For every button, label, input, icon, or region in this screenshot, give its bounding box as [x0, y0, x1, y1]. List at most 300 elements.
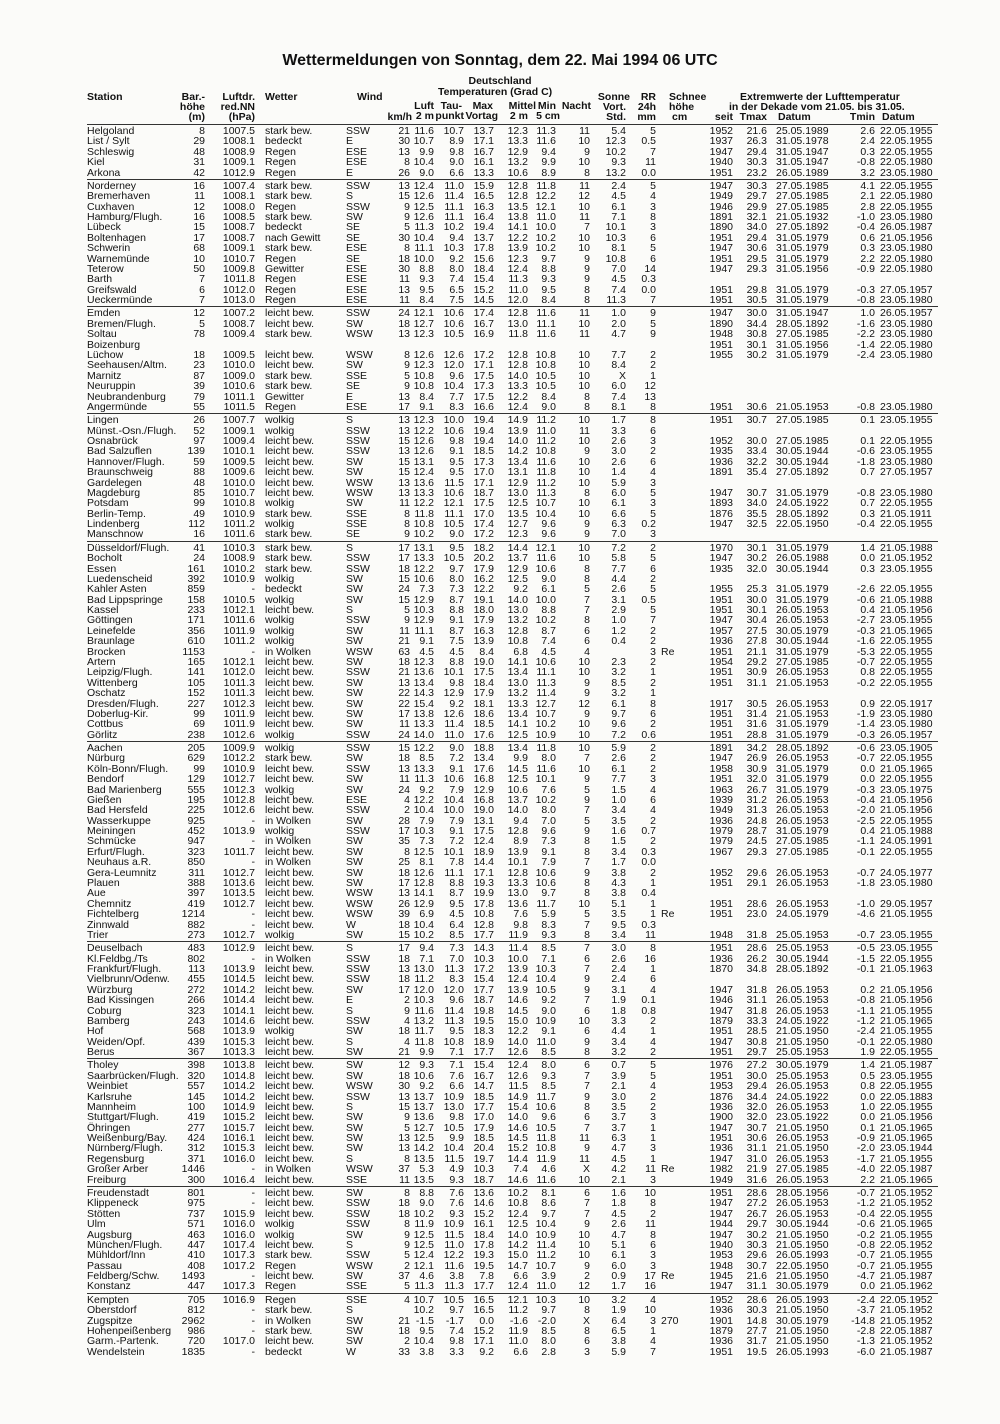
table-cell: 1008.7: [222, 317, 255, 330]
table-cell: 12.1: [413, 307, 434, 320]
table-row: [0, 605, 1000, 615]
table-cell: 18: [398, 752, 410, 765]
table-cell: 21.05.1988: [880, 825, 933, 838]
table-cell: 1947: [709, 1152, 733, 1165]
col-pressure-3: (hPa): [228, 111, 255, 123]
table-row: [0, 1092, 1000, 1102]
table-cell: WSW: [346, 348, 373, 361]
table-cell: 2: [650, 1090, 656, 1103]
table-cell: 311: [188, 866, 205, 879]
table-cell: leicht bew.: [265, 1187, 315, 1199]
table-cell: 17.5: [473, 369, 494, 382]
table-cell: 2.0: [611, 317, 626, 330]
table-cell: 10.5: [535, 369, 556, 382]
table-cell: 6: [650, 707, 656, 720]
table-cell: 4: [404, 1014, 410, 1027]
table-cell: -1.4: [856, 338, 875, 351]
table-cell: 16: [644, 1280, 656, 1293]
table-cell: 3.2: [611, 687, 626, 700]
table-cell: Nürnberg/Flugh.: [87, 1142, 163, 1155]
table-cell: Feldberg/Schw.: [87, 1270, 160, 1283]
table-cell: 30.05.1944: [776, 455, 829, 468]
table-cell: 10: [578, 541, 590, 554]
table-cell: leicht bew.: [265, 1335, 315, 1348]
table-cell: 10.9: [535, 1228, 556, 1241]
table-cell: 11.3: [444, 1280, 464, 1293]
table-cell: 13.0: [413, 963, 434, 976]
table-cell: 1947: [709, 262, 733, 275]
table-cell: 31.05.1956: [776, 262, 829, 275]
table-cell: 30.05.1944: [776, 952, 829, 965]
table-cell: 21.05.1965: [880, 1173, 933, 1186]
table-cell: 5: [650, 317, 656, 330]
table-cell: 3: [650, 1259, 656, 1272]
table-cell: 9: [404, 359, 410, 372]
table-cell: 1015.2: [222, 1111, 255, 1124]
table-cell: S: [346, 1035, 354, 1048]
table-cell: 10.8: [443, 1035, 464, 1048]
table-cell: 12: [644, 380, 656, 393]
table-cell: 10.3: [473, 952, 494, 965]
table-cell: leicht bew.: [265, 1080, 315, 1093]
table-cell: 26: [398, 897, 410, 910]
table-cell: 12: [578, 1280, 590, 1293]
table-cell: leicht bew.: [265, 348, 315, 361]
table-cell: 25.05.1953: [776, 1069, 829, 1082]
table-cell: Großer Arber: [87, 1163, 149, 1176]
table-cell: 12.2: [443, 1249, 464, 1262]
table-cell: 11.7: [536, 1090, 556, 1103]
table-cell: bedeckt: [265, 221, 302, 234]
table-cell: 15.2: [473, 1207, 494, 1220]
table-cell: 30.6: [746, 242, 767, 255]
table-cell: SW: [346, 359, 363, 372]
table-cell: 1951: [709, 252, 733, 265]
table-cell: 388: [187, 876, 205, 889]
col-since: seit: [714, 111, 733, 123]
table-cell: 367: [187, 1046, 205, 1059]
table-cell: 23: [193, 359, 205, 372]
table-cell: 12.2: [413, 424, 434, 437]
table-cell: 17.6: [473, 728, 494, 741]
col-max-1: Max: [472, 100, 493, 112]
table-cell: 300: [187, 1173, 205, 1186]
table-cell: SW: [346, 1111, 363, 1124]
table-cell: 8: [584, 1304, 590, 1317]
table-cell: 21.6: [746, 125, 767, 137]
table-cell: 1893: [709, 497, 733, 510]
table-cell: 1214: [181, 908, 205, 921]
table-cell: Magdeburg: [87, 486, 141, 499]
table-cell: 16.1: [473, 1218, 494, 1231]
table-cell: 0.1: [860, 414, 875, 427]
table-cell: 0.6: [860, 231, 875, 244]
table-cell: SSW: [346, 1197, 370, 1210]
table-row: [0, 743, 1000, 753]
table-cell: 1982: [709, 1163, 733, 1176]
table-cell: Re: [661, 1270, 675, 1283]
table-cell: 10: [578, 897, 590, 910]
table-cell: 4.4: [611, 572, 626, 585]
table-cell: 10: [578, 380, 590, 393]
table-cell: SW: [346, 866, 363, 879]
table-cell: 7.6: [541, 783, 556, 796]
table-cell: 10: [578, 507, 590, 520]
table-cell: 9.6: [541, 528, 556, 541]
table-row: [0, 920, 1000, 930]
table-cell: 0.8: [860, 666, 875, 679]
table-cell: 13.3: [413, 486, 434, 499]
table-cell: 30.3: [746, 1238, 767, 1251]
table-cell: 0.5: [641, 593, 656, 606]
table-cell: 8: [584, 1100, 590, 1113]
table-cell: 9: [404, 200, 410, 213]
table-cell: 8.3: [449, 973, 464, 986]
table-cell: leicht bew.: [265, 687, 315, 700]
table-cell: 30: [398, 231, 410, 244]
table-cell: 3: [650, 528, 656, 541]
table-cell: 1890: [709, 317, 733, 330]
table-cell: 22.05.1955: [880, 1100, 933, 1113]
table-cell: 1007.2: [222, 307, 255, 320]
table-cell: Regen: [265, 166, 296, 179]
table-cell: Neuhaus a.R.: [87, 856, 152, 869]
table-cell: wolkig: [265, 614, 295, 627]
table-cell: Augsburg: [87, 1228, 132, 1241]
table-cell: 16.3: [473, 624, 494, 637]
table-cell: Bad Marienberg: [87, 783, 162, 796]
table-cell: SSW: [346, 666, 370, 679]
table-cell: 6.6: [449, 166, 464, 179]
table-cell: 1009.6: [222, 466, 255, 479]
table-cell: 9.3: [541, 1069, 556, 1082]
table-cell: 10.6: [535, 562, 556, 575]
table-cell: 6.6: [611, 507, 626, 520]
table-cell: 18: [398, 1324, 410, 1337]
table-cell: 78: [193, 328, 205, 341]
table-cell: Trier: [87, 928, 109, 941]
table-cell: 17.7: [473, 928, 494, 941]
table-cell: 11.9: [508, 928, 528, 941]
table-row: [0, 233, 1000, 243]
table-cell: 30.05.1944: [776, 562, 829, 575]
table-cell: 10.4: [535, 1218, 556, 1231]
table-cell: 21.05.1950: [776, 1335, 829, 1348]
table-cell: 424: [187, 1132, 205, 1145]
table-cell: 23.05.1955: [880, 445, 933, 458]
table-cell: 26.05.1953: [776, 983, 829, 996]
table-row: [0, 615, 1000, 625]
table-cell: 9: [584, 1035, 590, 1048]
table-cell: 24: [398, 583, 410, 596]
table-cell: -0.3: [856, 624, 875, 637]
table-cell: 1949: [709, 804, 733, 817]
table-cell: 17.1: [473, 476, 494, 489]
table-cell: 3.4: [611, 1035, 626, 1048]
table-cell: 11: [399, 1173, 410, 1186]
table-cell: Neubrandenburg: [87, 390, 166, 403]
table-cell: 9: [584, 973, 590, 986]
table-cell: 1951: [709, 897, 733, 910]
table-cell: 12.7: [413, 317, 434, 330]
table-cell: 12.2: [507, 231, 528, 244]
table-cell: Warnemünde: [87, 252, 150, 265]
table-cell: 9.8: [449, 676, 464, 689]
table-cell: 9: [584, 1218, 590, 1231]
table-cell: 9.9: [513, 752, 528, 765]
table-cell: 15.2: [473, 1324, 494, 1337]
table-cell: 1.6: [611, 1187, 626, 1199]
table-cell: 12.9: [507, 562, 528, 575]
table-cell: 10.7: [413, 1293, 434, 1306]
table-cell: 21.05.1962: [880, 1280, 933, 1293]
table-cell: 9.7: [611, 707, 626, 720]
table-cell: 29.9: [746, 200, 767, 213]
table-cell: 27.5: [746, 624, 767, 637]
table-cell: 12.2: [507, 390, 528, 403]
table-cell: 18: [398, 952, 410, 965]
table-cell: 12: [578, 697, 590, 710]
table-cell: 11.8: [536, 466, 556, 479]
table-cell: -0.4: [856, 1207, 875, 1220]
table-cell: 1011.9: [223, 624, 255, 637]
table-cell: 32.5: [746, 518, 767, 531]
table-cell: -1.1: [856, 835, 875, 848]
col-extremes-1: Extremwerte der Lufttemperatur: [740, 91, 900, 103]
table-cell: leicht bew.: [265, 435, 315, 448]
table-cell: 12.0: [443, 983, 464, 996]
table-cell: 21.05.1952: [880, 1335, 933, 1348]
table-cell: 10.6: [507, 166, 528, 179]
table-cell: 17.7: [473, 983, 494, 996]
table-cell: 6.1: [541, 583, 556, 596]
table-cell: 5: [404, 1280, 410, 1293]
table-cell: Chemnitz: [87, 897, 132, 910]
table-cell: 11: [579, 328, 590, 341]
table-cell: 1.9: [860, 1046, 875, 1059]
table-cell: 8: [584, 166, 590, 179]
table-cell: leicht bew.: [265, 604, 315, 617]
table-cell: Hof: [87, 1025, 104, 1038]
table-cell: 17: [398, 825, 410, 838]
table-cell: Lübeck: [87, 221, 121, 234]
table-cell: 21: [398, 1046, 410, 1059]
table-cell: 7.1: [541, 952, 556, 965]
table-cell: 21.05.1965: [880, 624, 933, 637]
table-cell: Lingen: [87, 414, 119, 427]
table-cell: 225: [187, 804, 205, 817]
table-cell: 1012.7: [222, 866, 255, 879]
table-cell: 1879: [709, 1324, 733, 1337]
table-cell: Greifswald: [87, 283, 137, 296]
table-cell: -0.8: [856, 156, 875, 169]
table-cell: 227: [187, 697, 205, 710]
table-cell: 22.05.1952: [880, 1238, 933, 1251]
table-cell: Regen: [265, 145, 296, 158]
table-cell: 10.5: [443, 1121, 464, 1134]
table-cell: 1011.3: [223, 687, 255, 700]
table-cell: 10.1: [443, 666, 464, 679]
table-cell: 1935: [709, 562, 733, 575]
table-cell: 10.0: [535, 593, 556, 606]
table-cell: SW: [346, 593, 363, 606]
table-cell: 13.3: [507, 380, 528, 393]
table-cell: 17.7: [473, 1280, 494, 1293]
table-cell: 113: [188, 963, 205, 976]
table-cell: 1.8: [611, 1004, 626, 1017]
table-cell: 7: [199, 273, 205, 286]
table-cell: 14.4: [473, 856, 494, 869]
table-cell: 11.6: [444, 1259, 464, 1272]
table-cell: 1009.1: [222, 242, 255, 255]
table-cell: stark bew.: [265, 125, 313, 137]
table-cell: 8.7: [541, 624, 556, 637]
table-cell: SSW: [346, 952, 370, 965]
table-row: [0, 319, 1000, 329]
table-cell: 7: [584, 1080, 590, 1093]
table-cell: 5: [584, 783, 590, 796]
table-cell: 6.9: [419, 908, 434, 921]
table-cell: 9.3: [541, 928, 556, 941]
table-cell: 419: [187, 1111, 205, 1124]
table-cell: nach Gewitt: [265, 231, 321, 244]
table-cell: 11.4: [536, 1238, 556, 1251]
table-cell: 16.5: [473, 1293, 494, 1306]
table-cell: 15: [398, 435, 410, 448]
table-cell: 11.6: [536, 307, 556, 320]
table-cell: 1.8: [611, 1197, 626, 1210]
table-cell: 3.2: [611, 1046, 626, 1059]
table-cell: 1979: [709, 825, 733, 838]
table-cell: in Wolken: [265, 835, 311, 848]
table-cell: 31.05.1979: [776, 825, 829, 838]
table-cell: 1014.2: [222, 1080, 255, 1093]
table-cell: 0.4: [641, 887, 656, 900]
table-cell: -0.7: [856, 1259, 875, 1272]
table-cell: 10: [644, 1304, 656, 1317]
table-cell: 11.6: [536, 552, 556, 565]
table-cell: 30.8: [746, 1035, 767, 1048]
table-cell: 10.2: [535, 231, 556, 244]
table-cell: -1.0: [856, 211, 875, 224]
table-cell: 11.7: [414, 1025, 434, 1038]
table-cell: 15.2: [473, 283, 494, 296]
table-cell: Erfurt/Flugh.: [87, 845, 145, 858]
table-cell: Arkona: [87, 166, 121, 179]
table-row: [0, 360, 1000, 370]
table-cell: 12.2: [413, 562, 434, 575]
table-cell: 0.7: [641, 825, 656, 838]
table-cell: 6.1: [611, 497, 626, 510]
table-cell: 7.0: [611, 262, 626, 275]
table-cell: 5.1: [611, 897, 626, 910]
table-cell: SSW: [346, 963, 370, 976]
table-cell: SW: [346, 697, 363, 710]
table-cell: 13: [398, 390, 410, 403]
table-cell: -1.6: [509, 1314, 528, 1327]
table-cell: -2.0: [856, 804, 875, 817]
table-cell: 1947: [709, 1197, 733, 1210]
table-cell: Weißenburg/Bay.: [87, 1132, 168, 1145]
table-cell: 1947: [709, 1035, 733, 1048]
table-row: [0, 699, 1000, 709]
table-cell: WSW: [346, 1080, 373, 1093]
table-cell: 1947: [709, 1228, 733, 1241]
table-cell: 10: [578, 317, 590, 330]
table-cell: 1951: [709, 773, 733, 786]
table-cell: 13.5: [507, 200, 528, 213]
table-cell: 4: [650, 804, 656, 817]
table-cell: 14.0: [507, 369, 528, 382]
table-cell: 29: [193, 135, 205, 148]
table-cell: Boizenburg: [87, 338, 141, 351]
table-cell: 1951: [709, 294, 733, 307]
table-cell: 3: [650, 1314, 656, 1327]
table-cell: 10.4: [535, 973, 556, 986]
table-cell: 13: [398, 414, 410, 427]
table-cell: E: [346, 135, 354, 148]
table-cell: leicht bew.: [265, 666, 315, 679]
table-cell: 8.0: [449, 262, 464, 275]
table-cell: 8: [650, 1197, 656, 1210]
table-cell: 10: [578, 1249, 590, 1262]
table-cell: leicht bew.: [265, 317, 315, 330]
table-cell: 22.05.1887: [880, 1324, 933, 1337]
table-cell: 9: [404, 614, 410, 627]
table-cell: 29.7: [746, 1218, 767, 1231]
table-cell: 4.5: [611, 273, 626, 286]
table-cell: 1013.6: [222, 876, 255, 889]
table-cell: 21: [398, 1314, 410, 1327]
table-cell: 1951: [709, 1025, 733, 1038]
table-cell: 13.5: [507, 507, 528, 520]
col-bar-3: (m): [188, 111, 205, 123]
table-cell: -0.9: [856, 262, 875, 275]
table-cell: 11.9: [414, 1218, 434, 1231]
table-cell: 6.6: [513, 1270, 528, 1283]
table-cell: 30.7: [746, 486, 767, 499]
table-cell: 16.1: [473, 156, 494, 169]
table-cell: Zugspitze: [87, 1314, 133, 1327]
table-cell: 0.0: [860, 552, 875, 565]
table-cell: 9.9: [449, 1132, 464, 1145]
table-cell: 12.4: [413, 179, 434, 192]
table-cell: 17.0: [473, 466, 494, 479]
table-cell: Wasserkuppe: [87, 814, 151, 827]
table-cell: 1951: [709, 593, 733, 606]
table-cell: 26.05.1953: [776, 614, 829, 627]
table-cell: 15: [398, 466, 410, 479]
table-row: [0, 1281, 1000, 1291]
table-cell: 12.0: [507, 294, 528, 307]
table-cell: 1947: [709, 552, 733, 565]
table-cell: 1012.0: [222, 283, 255, 296]
table-cell: 1.9: [611, 994, 626, 1007]
table-cell: 9.0: [419, 166, 434, 179]
table-cell: Doberlug-Kir.: [87, 707, 149, 720]
table-cell: 26.05.1953: [776, 897, 829, 910]
table-cell: 1010.7: [222, 252, 255, 265]
table-cell: 11.2: [414, 973, 434, 986]
table-cell: 10.2: [413, 928, 434, 941]
table-cell: 1014.2: [222, 1090, 255, 1103]
table-cell: 13.2: [507, 156, 528, 169]
table-cell: 1947: [709, 179, 733, 192]
table-cell: 1016.0: [222, 1218, 255, 1231]
table-cell: 1937: [709, 135, 733, 148]
table-cell: 8: [650, 942, 656, 955]
table-cell: 13: [398, 328, 410, 341]
